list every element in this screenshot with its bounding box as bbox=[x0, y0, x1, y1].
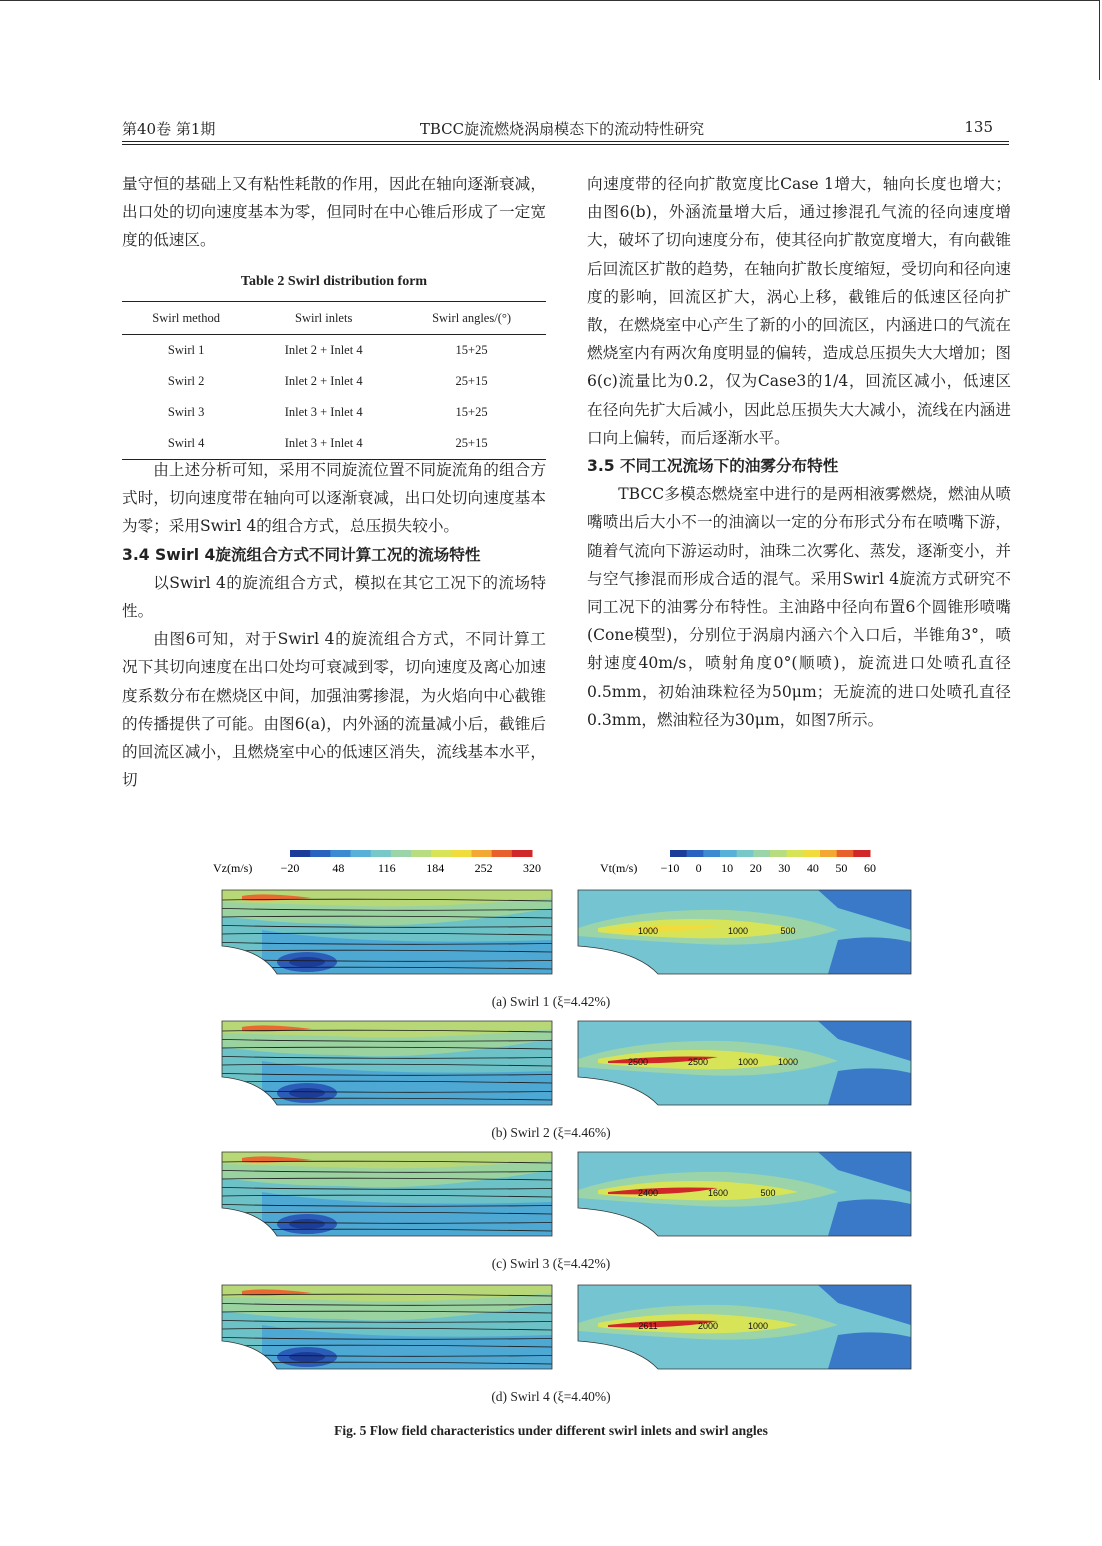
vt-colorbar-swatch bbox=[703, 850, 720, 857]
vt-colorbar-swatch bbox=[753, 850, 770, 857]
contour-label: 1000 bbox=[727, 926, 749, 936]
tangential-velocity-panel bbox=[578, 1285, 911, 1369]
vz-colorbar-tick: 320 bbox=[523, 861, 541, 875]
table-cell: 15+25 bbox=[455, 343, 488, 357]
colorbar-label: Vz(m/s) bbox=[213, 861, 253, 875]
tangential-velocity-colorbar bbox=[661, 850, 876, 875]
contour-label: 1600 bbox=[707, 1188, 729, 1198]
panel-caption-d: (d) Swirl 4 (ξ=4.40%) bbox=[491, 1389, 611, 1404]
vt-colorbar-swatch bbox=[770, 850, 787, 857]
journal-volume: 第40卷 第1期 bbox=[122, 120, 216, 138]
tangential-velocity-panel bbox=[578, 1021, 911, 1105]
vt-colorbar-tick: −10 bbox=[660, 861, 680, 875]
vz-colorbar-swatch bbox=[371, 850, 392, 857]
vt-colorbar-tick: 40 bbox=[806, 861, 819, 875]
table-cell: 15+25 bbox=[455, 405, 488, 419]
vz-colorbar-swatch bbox=[310, 850, 331, 857]
vt-colorbar-swatch bbox=[837, 850, 854, 857]
contour-label: 2400 bbox=[637, 1188, 659, 1198]
table-cell: Swirl 3 bbox=[167, 405, 205, 419]
vz-colorbar-swatch bbox=[431, 850, 452, 857]
contour-label: 1000 bbox=[737, 1057, 759, 1067]
tangential-velocity-panel bbox=[578, 890, 911, 974]
paragraph: 以Swirl 4的旋流组合方式，模拟在其它工况下的流场特性。 bbox=[122, 573, 546, 621]
contour-label: 2000 bbox=[697, 1321, 719, 1331]
vt-colorbar-tick: 20 bbox=[749, 861, 762, 875]
table-header: Swirl angles/(°) bbox=[397, 302, 546, 335]
table-cell: Swirl 2 bbox=[167, 374, 205, 388]
vz-colorbar-swatch bbox=[290, 850, 311, 857]
table-cell: 25+15 bbox=[455, 374, 488, 388]
vz-colorbar-tick: 184 bbox=[426, 861, 445, 875]
vz-colorbar-swatch bbox=[492, 850, 513, 857]
panel-caption-b: (b) Swirl 2 (ξ=4.46%) bbox=[491, 1125, 611, 1140]
vt-colorbar-swatch bbox=[853, 850, 870, 857]
vz-colorbar-swatch bbox=[512, 850, 533, 857]
vt-colorbar-tick: 60 bbox=[864, 861, 876, 875]
vz-colorbar-swatch bbox=[330, 850, 351, 857]
section-heading-3-4: 3.4 Swirl 4旋流组合方式不同计算工况的流场特性 bbox=[122, 545, 481, 564]
colorbar-label: Vt(m/s) bbox=[600, 861, 638, 875]
paragraph: TBCC多模态燃烧室中进行的是两相液雾燃烧，燃油从喷嘴喷出后大小不一的油滴以一定的分布形式分布在喷嘴下游，随着气流向下游运动时，油珠二次雾化、蒸发，逐渐变小，并与空气掺混而形成合适的混气。采用Swirl 4旋流方式研究不同工况下的油雾分布特性。主油路中径向布置6个圆锥形喷嘴(Cone模型)，分别位于涡扇内涵六个入口后，半锥角3°，喷射速度40m/s，喷射角度0°(顺喷)，旋流进口处喷孔直径0.5mm，初始油珠粒径为50μm；无旋流的进口处喷孔直径0.3mm，燃油粒径为30μm，如图7所示。 bbox=[587, 485, 1011, 729]
vz-colorbar-tick: 252 bbox=[474, 861, 493, 875]
vt-colorbar-tick: 50 bbox=[835, 861, 848, 875]
table-title: Table 2 Swirl distribution form bbox=[240, 274, 428, 289]
vz-colorbar-tick: 48 bbox=[332, 861, 345, 875]
panel-caption-a: (a) Swirl 1 (ξ=4.42%) bbox=[491, 994, 611, 1009]
vt-colorbar-tick: 30 bbox=[778, 861, 791, 875]
vz-colorbar-tick: 116 bbox=[378, 861, 396, 875]
paragraph: 量守恒的基础上又有粘性耗散的作用，因此在轴向逐渐衰减，出口处的切向速度基本为零，但同时在中心锥后形成了一定宽度的低速区。 bbox=[122, 175, 546, 250]
table-cell: Inlet 2 + Inlet 4 bbox=[284, 374, 363, 388]
vz-colorbar-swatch bbox=[472, 850, 493, 857]
vt-colorbar-swatch bbox=[687, 850, 704, 857]
vt-colorbar-swatch bbox=[720, 850, 737, 857]
page-number: 135 bbox=[964, 118, 993, 136]
axial-velocity-colorbar bbox=[281, 850, 541, 875]
table-cell: Inlet 3 + Inlet 4 bbox=[284, 405, 363, 419]
vz-colorbar-swatch bbox=[411, 850, 432, 857]
axial-velocity-panel bbox=[222, 890, 552, 974]
contour-label: 2500 bbox=[687, 1057, 709, 1067]
paper-title: TBCC旋流燃烧涡扇模态下的流动特性研究 bbox=[419, 120, 705, 138]
tangential-velocity-panel bbox=[578, 1152, 911, 1236]
section-heading-3-5: 3.5 不同工况流场下的油雾分布特性 bbox=[587, 457, 839, 476]
contour-label: 1000 bbox=[747, 1321, 769, 1331]
vt-colorbar-tick: 0 bbox=[695, 861, 702, 875]
contour-label: 500 bbox=[760, 1188, 776, 1198]
vt-colorbar-swatch bbox=[787, 850, 804, 857]
vt-colorbar-swatch bbox=[820, 850, 837, 857]
table-cell: Swirl 4 bbox=[122, 428, 250, 460]
vz-colorbar-swatch bbox=[391, 850, 412, 857]
table-header: Swirl method bbox=[122, 302, 250, 335]
axial-velocity-panel bbox=[222, 1152, 552, 1236]
contour-label: 500 bbox=[780, 926, 796, 936]
table-cell: 25+15 bbox=[397, 428, 546, 460]
table-header: Swirl inlets bbox=[250, 302, 397, 335]
vt-colorbar-swatch bbox=[737, 850, 754, 857]
table-cell: Inlet 2 + Inlet 4 bbox=[284, 343, 363, 357]
axial-velocity-panel bbox=[222, 1021, 552, 1105]
vz-colorbar-swatch bbox=[451, 850, 472, 857]
vz-colorbar-swatch bbox=[351, 850, 372, 857]
paragraph: 向速度带的径向扩散宽度比Case 1增大，轴向长度也增大；由图6(b)，外涵流量增大后，通过掺混孔气流的径向速度增大，破坏了切向速度分布，使其径向扩散宽度增大，有向截锥后回流区扩散的趋势，在轴向扩散长度缩短，受切向和径向速度的影响，回流区扩大，涡心上移，截锥后的低速区径向扩散，在燃烧室中心产生了新的小的回流区，内涵进口的气流在燃烧室内有两次角度明显的偏转，造成总压损失大大增加；图6(c)流量比为0.2，仅为Case3的1/4，回流区减小，低速区在径向先扩大后减小，因此总压损失大大减小，流线在内涵进口向上偏转，而后逐渐水平。 bbox=[587, 175, 1011, 447]
table-cell: Inlet 3 + Inlet 4 bbox=[250, 428, 397, 460]
table-cell: Swirl 1 bbox=[167, 343, 205, 357]
vt-colorbar-swatch bbox=[670, 850, 687, 857]
contour-label: 2500 bbox=[627, 1057, 649, 1067]
vt-colorbar-tick: 10 bbox=[721, 861, 734, 875]
contour-label: 2611 bbox=[638, 1321, 658, 1331]
contour-label: 1000 bbox=[777, 1057, 799, 1067]
contour-label: 1000 bbox=[637, 926, 659, 936]
axial-velocity-panel bbox=[222, 1285, 552, 1369]
paragraph: 由上述分析可知，采用不同旋流位置不同旋流角的组合方式时，切向速度带在轴向可以逐渐衰减，出口处切向速度基本为零；采用Swirl 4的组合方式，总压损失较小。 bbox=[122, 461, 546, 536]
vt-colorbar-swatch bbox=[803, 850, 820, 857]
paragraph: 由图6可知，对于Swirl 4的旋流组合方式，不同计算工况下其切向速度在出口处均可衰减到零，切向速度及离心加速度系数分布在燃烧区中间，加强油雾掺混，为火焰向中心截锥的传播提供了可能。由图6(a)，内外涵的流量减小后，截锥后的回流区减小，且燃烧室中心的低速区消失，流线基本水平，切 bbox=[122, 630, 546, 790]
panel-caption-c: (c) Swirl 3 (ξ=4.42%) bbox=[491, 1256, 611, 1271]
figure-caption: Fig. 5 Flow field characteristics under different swirl inlets and swirl angles bbox=[334, 1423, 768, 1438]
vz-colorbar-tick: −20 bbox=[280, 861, 300, 875]
